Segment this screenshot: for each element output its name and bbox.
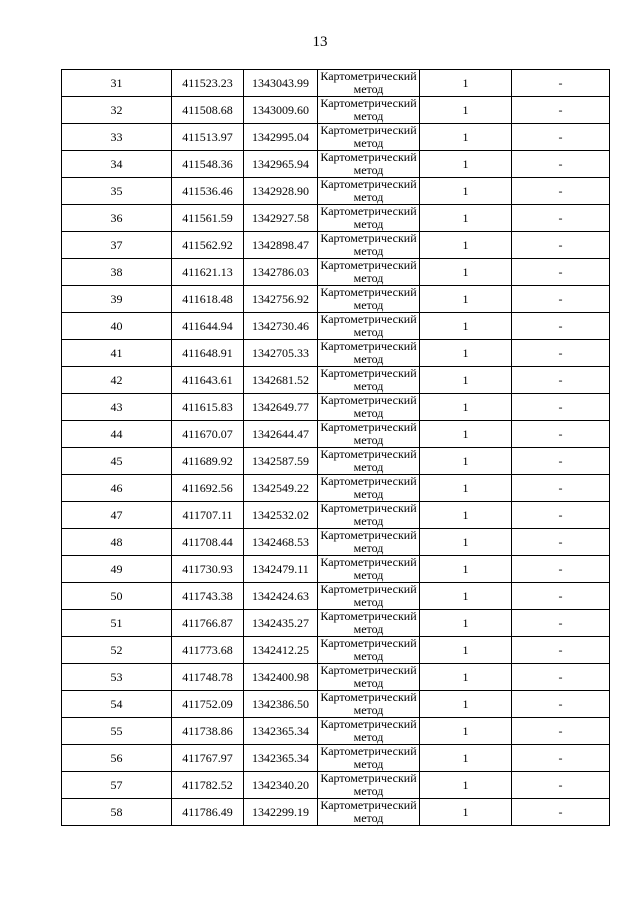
y-coordinate-cell: 1342730.46 xyxy=(244,313,318,340)
method-cell xyxy=(318,691,420,718)
point-number-cell: 44 xyxy=(62,421,172,448)
method-line-1: Картометрический xyxy=(320,258,417,272)
x-coordinate-cell: 411708.44 xyxy=(172,529,244,556)
x-coordinate-cell: 411752.09 xyxy=(172,691,244,718)
y-coordinate-cell: 1342424.63 xyxy=(244,583,318,610)
coordinates-table-body xyxy=(62,70,610,826)
y-coordinate-cell: 1343043.99 xyxy=(244,70,318,97)
coordinates-table xyxy=(61,69,610,826)
method-line-2: метод xyxy=(353,325,384,339)
method-line-1: Картометрический xyxy=(320,528,417,542)
method-line-1: Картометрический xyxy=(320,744,417,758)
x-coordinate-cell: 411692.56 xyxy=(172,475,244,502)
point-number-cell: 51 xyxy=(62,610,172,637)
x-coordinate-cell: 411767.97 xyxy=(172,745,244,772)
table-row xyxy=(62,340,610,367)
y-coordinate-cell: 1342705.33 xyxy=(244,340,318,367)
y-coordinate-cell: 1342435.27 xyxy=(244,610,318,637)
accuracy-cell: 1 xyxy=(420,502,512,529)
note-cell: - xyxy=(512,772,610,799)
method-line-2: метод xyxy=(353,217,384,231)
y-coordinate-cell: 1342386.50 xyxy=(244,691,318,718)
point-number-cell: 48 xyxy=(62,529,172,556)
method-cell xyxy=(318,664,420,691)
accuracy-cell: 1 xyxy=(420,421,512,448)
x-coordinate-cell: 411748.78 xyxy=(172,664,244,691)
point-number-cell: 32 xyxy=(62,97,172,124)
y-coordinate-cell: 1342995.04 xyxy=(244,124,318,151)
point-number-cell: 39 xyxy=(62,286,172,313)
accuracy-cell: 1 xyxy=(420,286,512,313)
x-coordinate-cell: 411786.49 xyxy=(172,799,244,826)
point-number-cell: 45 xyxy=(62,448,172,475)
method-line-2: метод xyxy=(353,649,384,663)
x-coordinate-cell: 411730.93 xyxy=(172,556,244,583)
accuracy-cell: 1 xyxy=(420,475,512,502)
point-number-cell: 53 xyxy=(62,664,172,691)
method-line-2: метод xyxy=(353,811,384,825)
accuracy-cell: 1 xyxy=(420,745,512,772)
method-cell xyxy=(318,556,420,583)
x-coordinate-cell: 411618.48 xyxy=(172,286,244,313)
accuracy-cell: 1 xyxy=(420,610,512,637)
x-coordinate-cell: 411782.52 xyxy=(172,772,244,799)
accuracy-cell: 1 xyxy=(420,664,512,691)
method-cell xyxy=(318,529,420,556)
table-row xyxy=(62,205,610,232)
note-cell: - xyxy=(512,502,610,529)
note-cell: - xyxy=(512,124,610,151)
point-number-cell: 56 xyxy=(62,745,172,772)
point-number-cell: 31 xyxy=(62,70,172,97)
table-row xyxy=(62,610,610,637)
accuracy-cell: 1 xyxy=(420,232,512,259)
point-number-cell: 49 xyxy=(62,556,172,583)
method-cell xyxy=(318,97,420,124)
method-line-2: метод xyxy=(353,514,384,528)
point-number-cell: 52 xyxy=(62,637,172,664)
y-coordinate-cell: 1342681.52 xyxy=(244,367,318,394)
y-coordinate-cell: 1342965.94 xyxy=(244,151,318,178)
point-number-cell: 35 xyxy=(62,178,172,205)
point-number-cell: 36 xyxy=(62,205,172,232)
note-cell: - xyxy=(512,340,610,367)
accuracy-cell: 1 xyxy=(420,151,512,178)
y-coordinate-cell: 1342365.34 xyxy=(244,745,318,772)
method-cell xyxy=(318,718,420,745)
point-number-cell: 47 xyxy=(62,502,172,529)
x-coordinate-cell: 411738.86 xyxy=(172,718,244,745)
point-number-cell: 33 xyxy=(62,124,172,151)
table-row xyxy=(62,556,610,583)
method-line-2: метод xyxy=(353,676,384,690)
x-coordinate-cell: 411643.61 xyxy=(172,367,244,394)
y-coordinate-cell: 1343009.60 xyxy=(244,97,318,124)
table-row xyxy=(62,745,610,772)
method-line-1: Картометрический xyxy=(320,96,417,110)
method-cell xyxy=(318,502,420,529)
table-row xyxy=(62,97,610,124)
y-coordinate-cell: 1342786.03 xyxy=(244,259,318,286)
note-cell: - xyxy=(512,394,610,421)
method-cell xyxy=(318,448,420,475)
note-cell: - xyxy=(512,556,610,583)
y-coordinate-cell: 1342479.11 xyxy=(244,556,318,583)
method-line-2: метод xyxy=(353,136,384,150)
method-line-2: метод xyxy=(353,730,384,744)
method-cell xyxy=(318,340,420,367)
note-cell: - xyxy=(512,691,610,718)
method-line-1: Картометрический xyxy=(320,420,417,434)
method-line-1: Картометрический xyxy=(320,204,417,218)
method-cell xyxy=(318,124,420,151)
table-row xyxy=(62,313,610,340)
note-cell: - xyxy=(512,286,610,313)
point-number-cell: 58 xyxy=(62,799,172,826)
accuracy-cell: 1 xyxy=(420,556,512,583)
accuracy-cell: 1 xyxy=(420,637,512,664)
method-line-2: метод xyxy=(353,622,384,636)
method-line-1: Картометрический xyxy=(320,636,417,650)
method-line-1: Картометрический xyxy=(320,663,417,677)
y-coordinate-cell: 1342340.20 xyxy=(244,772,318,799)
note-cell: - xyxy=(512,232,610,259)
method-cell xyxy=(318,178,420,205)
method-cell xyxy=(318,367,420,394)
x-coordinate-cell: 411523.23 xyxy=(172,70,244,97)
method-line-1: Картометрический xyxy=(320,609,417,623)
method-cell xyxy=(318,610,420,637)
accuracy-cell: 1 xyxy=(420,178,512,205)
method-line-1: Картометрический xyxy=(320,366,417,380)
method-line-1: Картометрический xyxy=(320,690,417,704)
method-line-2: метод xyxy=(353,487,384,501)
method-line-2: метод xyxy=(353,541,384,555)
table-row xyxy=(62,151,610,178)
method-cell xyxy=(318,799,420,826)
note-cell: - xyxy=(512,448,610,475)
method-line-1: Картометрический xyxy=(320,582,417,596)
note-cell: - xyxy=(512,421,610,448)
table-row xyxy=(62,583,610,610)
method-line-2: метод xyxy=(353,244,384,258)
accuracy-cell: 1 xyxy=(420,97,512,124)
method-line-1: Картометрический xyxy=(320,312,417,326)
table-row xyxy=(62,502,610,529)
note-cell: - xyxy=(512,259,610,286)
y-coordinate-cell: 1342468.53 xyxy=(244,529,318,556)
note-cell: - xyxy=(512,97,610,124)
x-coordinate-cell: 411562.92 xyxy=(172,232,244,259)
note-cell: - xyxy=(512,583,610,610)
point-number-cell: 37 xyxy=(62,232,172,259)
table-row xyxy=(62,664,610,691)
point-number-cell: 34 xyxy=(62,151,172,178)
note-cell: - xyxy=(512,367,610,394)
method-line-1: Картометрический xyxy=(320,798,417,812)
note-cell: - xyxy=(512,664,610,691)
accuracy-cell: 1 xyxy=(420,394,512,421)
table-row xyxy=(62,232,610,259)
method-cell xyxy=(318,70,420,97)
accuracy-cell: 1 xyxy=(420,367,512,394)
x-coordinate-cell: 411689.92 xyxy=(172,448,244,475)
point-number-cell: 54 xyxy=(62,691,172,718)
accuracy-cell: 1 xyxy=(420,772,512,799)
accuracy-cell: 1 xyxy=(420,718,512,745)
method-line-2: метод xyxy=(353,190,384,204)
accuracy-cell: 1 xyxy=(420,205,512,232)
note-cell: - xyxy=(512,637,610,664)
note-cell: - xyxy=(512,313,610,340)
method-line-1: Картометрический xyxy=(320,123,417,137)
y-coordinate-cell: 1342587.59 xyxy=(244,448,318,475)
note-cell: - xyxy=(512,475,610,502)
note-cell: - xyxy=(512,529,610,556)
x-coordinate-cell: 411766.87 xyxy=(172,610,244,637)
point-number-cell: 41 xyxy=(62,340,172,367)
method-line-2: метод xyxy=(353,163,384,177)
y-coordinate-cell: 1342756.92 xyxy=(244,286,318,313)
method-line-1: Картометрический xyxy=(320,501,417,515)
x-coordinate-cell: 411548.36 xyxy=(172,151,244,178)
method-line-2: метод xyxy=(353,568,384,582)
note-cell: - xyxy=(512,799,610,826)
y-coordinate-cell: 1342365.34 xyxy=(244,718,318,745)
x-coordinate-cell: 411615.83 xyxy=(172,394,244,421)
note-cell: - xyxy=(512,70,610,97)
method-cell xyxy=(318,745,420,772)
table-row xyxy=(62,772,610,799)
note-cell: - xyxy=(512,178,610,205)
method-cell xyxy=(318,583,420,610)
method-line-1: Картометрический xyxy=(320,150,417,164)
method-line-1: Картометрический xyxy=(320,771,417,785)
method-line-2: метод xyxy=(353,460,384,474)
y-coordinate-cell: 1342412.25 xyxy=(244,637,318,664)
method-line-1: Картометрический xyxy=(320,69,417,83)
y-coordinate-cell: 1342898.47 xyxy=(244,232,318,259)
method-line-1: Картометрический xyxy=(320,717,417,731)
table-row xyxy=(62,421,610,448)
point-number-cell: 55 xyxy=(62,718,172,745)
y-coordinate-cell: 1342649.77 xyxy=(244,394,318,421)
table-row xyxy=(62,178,610,205)
method-cell xyxy=(318,637,420,664)
table-row xyxy=(62,286,610,313)
method-line-2: метод xyxy=(353,784,384,798)
point-number-cell: 46 xyxy=(62,475,172,502)
accuracy-cell: 1 xyxy=(420,124,512,151)
y-coordinate-cell: 1342549.22 xyxy=(244,475,318,502)
y-coordinate-cell: 1342299.19 xyxy=(244,799,318,826)
method-cell xyxy=(318,151,420,178)
point-number-cell: 50 xyxy=(62,583,172,610)
table-row xyxy=(62,475,610,502)
x-coordinate-cell: 411648.91 xyxy=(172,340,244,367)
method-cell xyxy=(318,394,420,421)
table-row xyxy=(62,259,610,286)
method-line-2: метод xyxy=(353,595,384,609)
x-coordinate-cell: 411536.46 xyxy=(172,178,244,205)
table-row xyxy=(62,367,610,394)
table-row xyxy=(62,448,610,475)
method-line-2: метод xyxy=(353,109,384,123)
y-coordinate-cell: 1342400.98 xyxy=(244,664,318,691)
method-cell xyxy=(318,313,420,340)
method-line-2: метод xyxy=(353,379,384,393)
accuracy-cell: 1 xyxy=(420,691,512,718)
accuracy-cell: 1 xyxy=(420,340,512,367)
note-cell: - xyxy=(512,745,610,772)
x-coordinate-cell: 411621.13 xyxy=(172,259,244,286)
accuracy-cell: 1 xyxy=(420,529,512,556)
point-number-cell: 42 xyxy=(62,367,172,394)
method-line-1: Картометрический xyxy=(320,339,417,353)
accuracy-cell: 1 xyxy=(420,313,512,340)
table-row xyxy=(62,124,610,151)
table-row xyxy=(62,637,610,664)
method-line-1: Картометрический xyxy=(320,474,417,488)
method-cell xyxy=(318,421,420,448)
note-cell: - xyxy=(512,610,610,637)
note-cell: - xyxy=(512,151,610,178)
x-coordinate-cell: 411513.97 xyxy=(172,124,244,151)
point-number-cell: 57 xyxy=(62,772,172,799)
y-coordinate-cell: 1342928.90 xyxy=(244,178,318,205)
table-row xyxy=(62,799,610,826)
x-coordinate-cell: 411773.68 xyxy=(172,637,244,664)
page-number: 13 xyxy=(312,34,328,50)
method-line-1: Картометрический xyxy=(320,285,417,299)
table-row xyxy=(62,718,610,745)
method-line-1: Картометрический xyxy=(320,447,417,461)
x-coordinate-cell: 411670.07 xyxy=(172,421,244,448)
method-cell xyxy=(318,259,420,286)
x-coordinate-cell: 411508.68 xyxy=(172,97,244,124)
method-line-1: Картометрический xyxy=(320,555,417,569)
method-cell xyxy=(318,286,420,313)
x-coordinate-cell: 411644.94 xyxy=(172,313,244,340)
method-line-1: Картометрический xyxy=(320,393,417,407)
method-line-1: Картометрический xyxy=(320,231,417,245)
note-cell: - xyxy=(512,205,610,232)
point-number-cell: 40 xyxy=(62,313,172,340)
method-cell xyxy=(318,232,420,259)
method-line-2: метод xyxy=(353,271,384,285)
method-line-2: метод xyxy=(353,757,384,771)
method-line-1: Картометрический xyxy=(320,177,417,191)
method-line-2: метод xyxy=(353,352,384,366)
table-row xyxy=(62,691,610,718)
table-row xyxy=(62,70,610,97)
y-coordinate-cell: 1342644.47 xyxy=(244,421,318,448)
table-row xyxy=(62,394,610,421)
y-coordinate-cell: 1342532.02 xyxy=(244,502,318,529)
accuracy-cell: 1 xyxy=(420,448,512,475)
point-number-cell: 43 xyxy=(62,394,172,421)
method-line-2: метод xyxy=(353,703,384,717)
method-line-2: метод xyxy=(353,433,384,447)
accuracy-cell: 1 xyxy=(420,799,512,826)
method-cell xyxy=(318,772,420,799)
x-coordinate-cell: 411561.59 xyxy=(172,205,244,232)
accuracy-cell: 1 xyxy=(420,583,512,610)
method-line-2: метод xyxy=(353,82,384,96)
point-number-cell: 38 xyxy=(62,259,172,286)
y-coordinate-cell: 1342927.58 xyxy=(244,205,318,232)
accuracy-cell: 1 xyxy=(420,259,512,286)
method-cell xyxy=(318,205,420,232)
x-coordinate-cell: 411707.11 xyxy=(172,502,244,529)
method-line-2: метод xyxy=(353,298,384,312)
accuracy-cell: 1 xyxy=(420,70,512,97)
method-line-2: метод xyxy=(353,406,384,420)
table-row xyxy=(62,529,610,556)
method-cell xyxy=(318,475,420,502)
x-coordinate-cell: 411743.38 xyxy=(172,583,244,610)
note-cell: - xyxy=(512,718,610,745)
